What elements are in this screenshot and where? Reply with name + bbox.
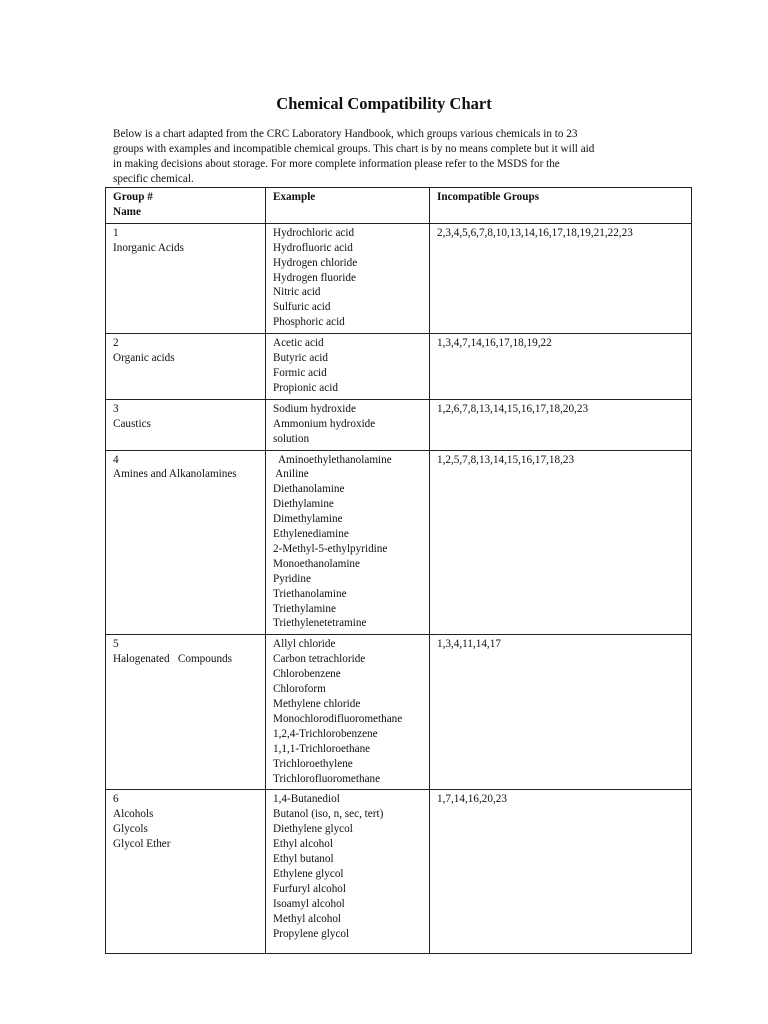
example-item: Carbon tetrachloride	[273, 653, 366, 666]
group-cell	[106, 334, 266, 400]
example-item: Aminoethylethanolamine	[273, 453, 392, 466]
example-item: Isoamyl alcohol	[273, 897, 345, 910]
example-item: Monoethanolamine	[273, 557, 360, 570]
example-item: Methyl alcohol	[273, 912, 342, 925]
example-item: Ethyl butanol	[273, 853, 334, 866]
example-item: Triethylenetetramine	[273, 617, 367, 630]
examples-cell	[266, 223, 430, 333]
example-item: Sulfuric acid	[273, 301, 331, 314]
group-cell	[106, 399, 266, 450]
table-row	[106, 790, 692, 954]
examples-cell	[266, 635, 430, 790]
group-name: Inorganic Acids	[113, 241, 184, 254]
group-name: Alcohols	[113, 808, 154, 821]
example-item: Diethanolamine	[273, 483, 345, 496]
examples-cell	[266, 399, 430, 450]
examples-cell	[266, 450, 430, 635]
table-row	[106, 223, 692, 333]
example-item: Pyridine	[273, 572, 311, 585]
incompatible-groups: 1,2,5,7,8,13,14,15,16,17,18,23	[430, 450, 692, 635]
example-item: Butanol (iso, n, sec, tert)	[273, 808, 384, 821]
group-name: Amines and Alkanolamines	[113, 468, 237, 481]
example-item: Hydrogen chloride	[273, 256, 358, 269]
group-number: 4	[113, 453, 119, 466]
example-item: Allyl chloride	[273, 638, 336, 651]
example-item: Aniline	[273, 468, 309, 481]
example-item: Trichloroethylene	[273, 757, 353, 770]
example-item: Ammonium hydroxide	[273, 417, 376, 430]
group-cell	[106, 450, 266, 635]
examples-cell	[266, 334, 430, 400]
example-item: Nitric acid	[273, 286, 321, 299]
example-item: Hydrochloric acid	[273, 226, 355, 239]
group-cell	[106, 635, 266, 790]
table-row	[106, 399, 692, 450]
group-number: 5	[113, 638, 119, 651]
group-name: Glycol Ether	[113, 838, 171, 851]
example-item: Monochlorodifluoromethane	[273, 712, 403, 725]
group-name: Organic acids	[113, 352, 175, 365]
group-number: 3	[113, 402, 119, 415]
example-item: 2-Methyl-5-ethylpyridine	[273, 542, 388, 555]
page-title: Chemical Compatibility Chart	[276, 94, 492, 113]
table-row	[106, 635, 692, 790]
intro-paragraph	[113, 127, 643, 187]
header-group-number: Group #	[113, 191, 153, 203]
example-item: Chlorobenzene	[273, 668, 341, 681]
example-item: 1,4-Butanediol	[273, 793, 340, 806]
example-item: Hydrofluoric acid	[273, 241, 353, 254]
example-item: Sodium hydroxide	[273, 402, 356, 415]
incompatible-groups: 1,3,4,7,14,16,17,18,19,22	[430, 334, 692, 400]
table-row	[106, 334, 692, 400]
intro-line: in making decisions about storage. For more complete information please refer to the MSDS for the	[113, 158, 560, 170]
group-number: 1	[113, 226, 119, 239]
group-number: 6	[113, 793, 119, 806]
example-item: Acetic acid	[273, 337, 324, 350]
example-item: Ethylene glycol	[273, 867, 344, 880]
example-item: Dimethylamine	[273, 513, 343, 526]
header-example: Example	[266, 188, 430, 224]
incompatible-groups: 1,7,14,16,20,23	[430, 790, 692, 954]
example-item: Diethylene glycol	[273, 823, 353, 836]
example-item: Ethyl alcohol	[273, 838, 333, 851]
group-number: 2	[113, 337, 119, 350]
example-item: Ethylenediamine	[273, 528, 349, 541]
table-row	[106, 450, 692, 635]
compatibility-table	[105, 187, 692, 954]
incompatible-groups: 2,3,4,5,6,7,8,10,13,14,16,17,18,19,21,22,23	[430, 223, 692, 333]
intro-line: specific chemical.	[113, 173, 194, 185]
example-item: Hydrogen fluoride	[273, 271, 356, 284]
example-item: 1,2,4-Trichlorobenzene	[273, 727, 378, 740]
example-item: Phosphoric acid	[273, 316, 345, 329]
example-item: Furfuryl alcohol	[273, 882, 347, 895]
example-item: Propionic acid	[273, 381, 338, 394]
example-item: solution	[273, 432, 310, 445]
example-item: Formic acid	[273, 366, 327, 379]
example-item: Triethylamine	[273, 602, 336, 615]
example-item: Trichlorofluoromethane	[273, 772, 381, 785]
example-item: Diethylamine	[273, 498, 334, 511]
example-item: 1,1,1-Trichloroethane	[273, 742, 371, 755]
header-group-name: Name	[113, 205, 141, 218]
group-name: Halogenated Compounds	[113, 653, 233, 666]
intro-line: groups with examples and incompatible chemical groups. This chart is by no means complete but it will aid	[113, 143, 595, 155]
example-item: Triethanolamine	[273, 587, 347, 600]
table-header-row	[106, 188, 692, 224]
header-incompatible: Incompatible Groups	[430, 188, 692, 224]
example-item: Butyric acid	[273, 352, 328, 365]
examples-cell	[266, 790, 430, 954]
header-group	[106, 188, 266, 224]
group-cell	[106, 223, 266, 333]
incompatible-groups: 1,2,6,7,8,13,14,15,16,17,18,20,23	[430, 399, 692, 450]
example-item: Methylene chloride	[273, 698, 361, 710]
group-name: Caustics	[113, 417, 151, 430]
example-item: Propylene glycol	[273, 927, 350, 940]
example-item: Chloroform	[273, 683, 326, 696]
incompatible-groups: 1,3,4,11,14,17	[430, 635, 692, 790]
group-name: Glycols	[113, 823, 148, 836]
group-cell	[106, 790, 266, 954]
intro-line: Below is a chart adapted from the CRC Laboratory Handbook, which groups various chemicals in to 23	[113, 128, 578, 140]
